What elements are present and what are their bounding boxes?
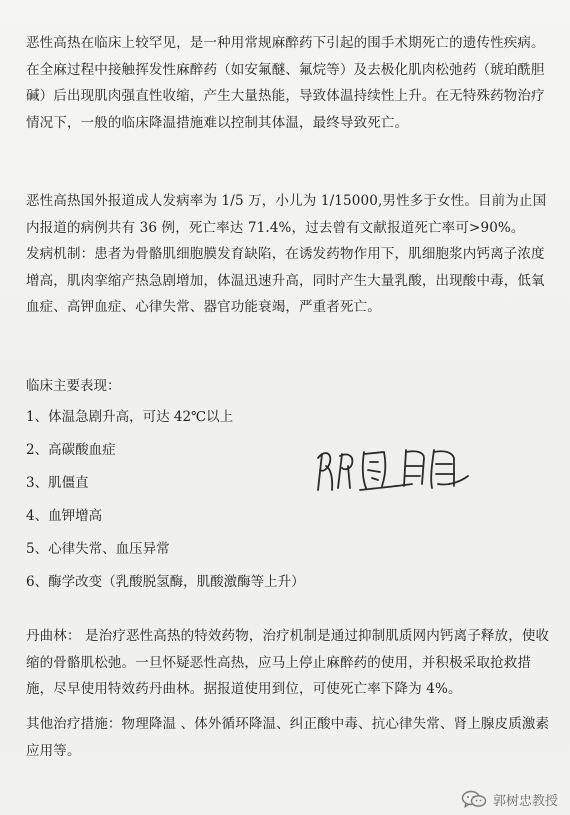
handwritten-signature bbox=[308, 440, 483, 500]
manifestations-heading: 临床主要表现： bbox=[26, 378, 121, 394]
manifestation-item-5: 5、心律失常、血压异常 bbox=[26, 541, 170, 557]
watermark-label: 郭树忠教授 bbox=[492, 793, 558, 809]
mechanism-paragraph: 发病机制：患者为骨骼肌细胞膜发育缺陷，在诱发药物作用下，肌细胞浆内钙离子浓度增高，肌肉挛缩产热急剧增加，体温迅速升高，同时产生大量乳酸，出现酸中毒，低氧血症、高钾血症、心律失常、器官功能衰竭，严重者死亡。 bbox=[26, 246, 545, 315]
manifestation-item-3: 3、肌僵直 bbox=[26, 475, 89, 491]
manifestation-item-1: 1、体温急剧升高，可达 42℃以上 bbox=[26, 409, 234, 425]
wechat-icon bbox=[461, 789, 487, 809]
intro-paragraph: 恶性高热在临床上较罕见，是一种用常规麻醉药下引起的围手术期死亡的遗传性疾病。在全麻过程中接触挥发性麻醉药（如安氟醚、氟烷等）及去极化肌肉松弛药（琥珀酰胆碱）后出现肌肉强直性收缩，产生大量热能，导致体温持续性上升。在无特殊药物治疗情况下，一般的临床降温措施难以控制其体温，最终导致死亡。 bbox=[26, 35, 545, 131]
manifestation-item-2: 2、高碳酸血症 bbox=[26, 442, 116, 458]
manifestation-item-6: 6、酶学改变（乳酸脱氢酶，肌酸激酶等上升） bbox=[26, 574, 305, 590]
incidence-paragraph: 恶性高热国外报道成人发病率为 1/5 万，小儿为 1/15000,男性多于女性。目前为止国内报道的病例共有 36 例，死亡率达 71.4%，过去曾有文献报道死亡率可>90%。 bbox=[26, 193, 547, 236]
other-treatment-paragraph: 其他治疗措施：物理降温 、体外循环降温、纠正酸中毒、抗心律失常、肾上腺皮质激素应用等。 bbox=[26, 716, 550, 759]
dantrolene-paragraph: 丹曲林： 是治疗恶性高热的特效药物，治疗机制是通过抑制肌质网内钙离子释放，使收缩的骨骼肌松弛。一旦怀疑恶性高热，应马上停止麻醉药的使用，并积极采取抢救措施，尽早使用特效药丹曲林。据报道使用到位，可使死亡率下降为 4%。 bbox=[26, 628, 550, 697]
watermark bbox=[461, 789, 558, 809]
manifestation-item-4: 4、血钾增高 bbox=[26, 508, 103, 524]
